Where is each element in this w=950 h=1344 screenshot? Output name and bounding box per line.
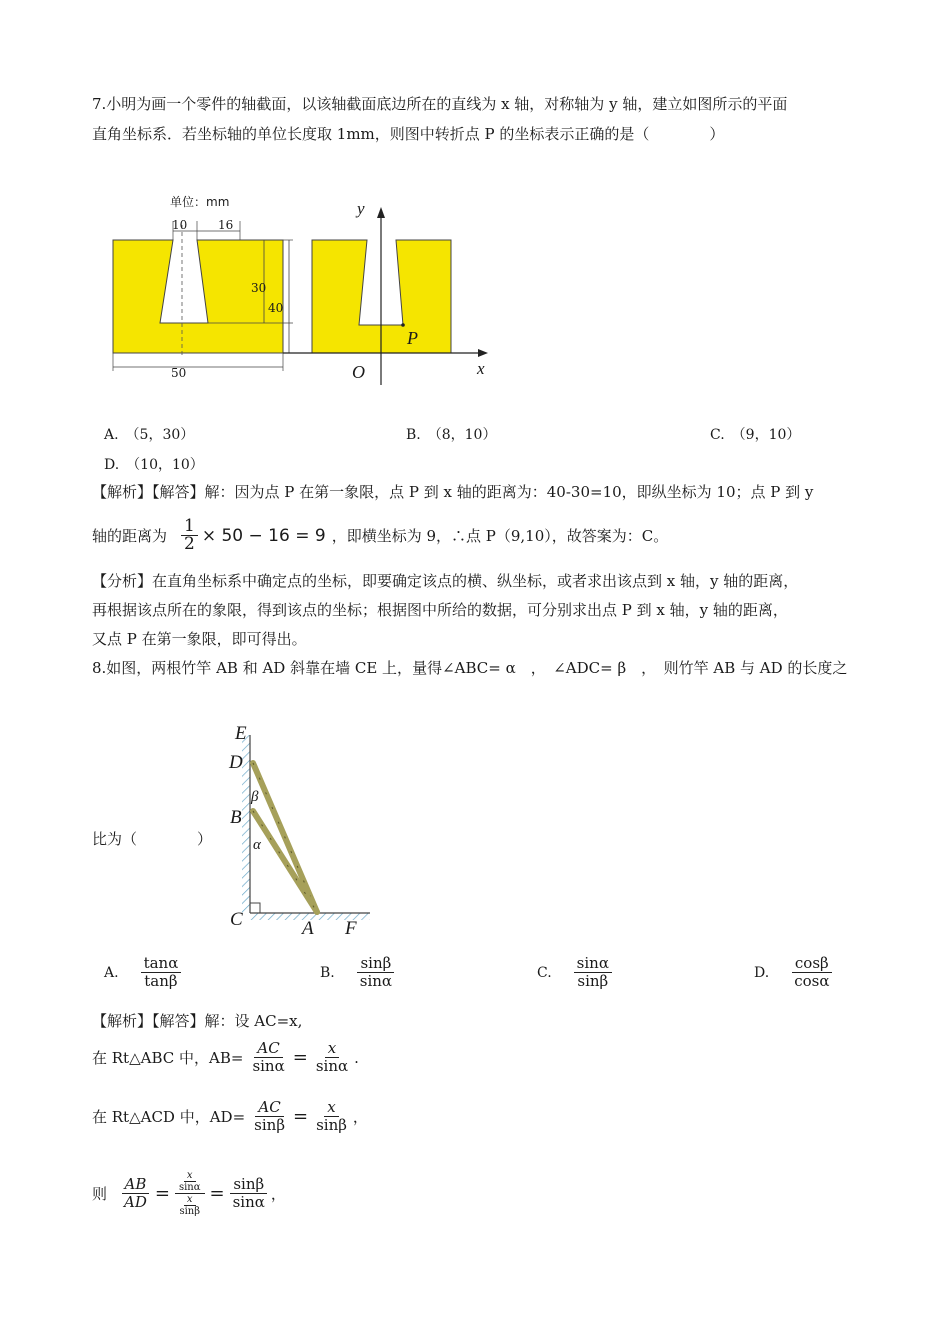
ratio-inx2: x	[184, 1194, 196, 1206]
ratio-d1: AD	[124, 1193, 147, 1211]
q8-solution-ratio: 则 $\frac{AB}{AD}$ = $\frac{\frac{x}{\sin\alpha}}{\frac{x}{\sin\beta}}$ = $\frac{\sin\beta}{\sin\alpha}$ ，	[92, 1170, 286, 1217]
label-e: E	[235, 723, 247, 744]
q8-option-c[interactable]	[537, 955, 612, 990]
label-f: F	[345, 918, 357, 939]
dim-30: 30	[251, 281, 267, 295]
q7-option-b[interactable]: B. （8，10）	[406, 427, 497, 443]
part-shape	[113, 240, 283, 353]
q7-coordinate-figure	[283, 195, 498, 385]
acd-d1: sinβ	[254, 1116, 285, 1134]
label-a: A	[302, 918, 314, 939]
q8-solution-acd: 在 Rt△ACD 中，AD= $\frac{AC}{\sin\beta}$ = $\frac{x}{\sin\beta}$ ，	[92, 1098, 368, 1134]
q7-solution-prefix: 轴的距离为	[92, 526, 168, 545]
formula-rest: × 50 − 16 = 9	[201, 525, 326, 546]
q8-c-den: sinβ	[577, 972, 609, 990]
q7-solution-line2	[92, 518, 668, 553]
q8-solution-abc: 在 Rt△ABC 中，AB= $\frac{AC}{\sin\alpha}$ = $\frac{x}{\sin\alpha}$ .	[92, 1039, 359, 1075]
q7-analysis-line3: 又点 P 在第一象限，即可得出。	[92, 630, 307, 648]
q7-part-figure	[105, 185, 305, 385]
q8-option-d[interactable]	[754, 955, 832, 990]
point-p	[401, 323, 405, 327]
acd-n1: AC	[255, 1099, 283, 1117]
ratio-end: ，	[270, 1184, 286, 1203]
q8-d-den: cosα	[794, 972, 830, 990]
label-d: D	[229, 752, 243, 773]
abc-n1: AC	[254, 1040, 282, 1058]
q8-d-num: cosβ	[792, 955, 832, 973]
ratio-ind2: sinβ	[179, 1206, 201, 1217]
unit-label: 单位：mm	[170, 195, 230, 209]
dim-40: 40	[268, 301, 284, 315]
q7-stem-line2: 直角坐标系．若坐标轴的单位长度取 1mm，则图中转折点 P 的坐标表示正确的是（ ）	[92, 125, 725, 143]
dim-10: 10	[172, 218, 188, 232]
ratio-inx1: x	[184, 1170, 196, 1182]
q7-solution-line1: 【解析】【解答】解：因为点 P 在第一象限，点 P 到 x 轴的距离为：40-30=10，即纵坐标为 10；点 P 到 y	[92, 483, 814, 501]
acd-d2: sinβ	[316, 1116, 347, 1134]
q7-analysis-line1: 【分析】在直角坐标系中确定点的坐标，即要确定该点的横、纵坐标，或者求出该点到 x 轴，y 轴的距离，	[92, 572, 799, 590]
q8-option-a[interactable]	[104, 955, 181, 990]
q8-stem-line2: 比为（ ）	[92, 830, 213, 848]
formula-num: 1	[181, 518, 198, 536]
x-axis-label: x	[477, 359, 485, 378]
ratio-n1: AB	[122, 1176, 150, 1194]
abc-end: .	[354, 1048, 359, 1067]
q7-analysis-line2: 再根据该点所在的象限，得到该点的坐标；根据图中所给的数据，可分别求出点 P 到 x 轴，y 轴的距离，	[92, 601, 788, 619]
q8-option-a-letter: A.	[104, 964, 119, 981]
dim-16: 16	[218, 218, 234, 232]
dim-50: 50	[171, 366, 187, 380]
origin-label: O	[352, 362, 365, 382]
q7-option-c[interactable]: C. （9，10）	[710, 427, 801, 443]
ratio-ind1: sinα	[178, 1182, 201, 1193]
point-p-label: P	[407, 328, 418, 348]
ratio-n3: sinβ	[230, 1176, 267, 1194]
q8-ratio-prefix: 则	[92, 1184, 108, 1203]
q8-option-b[interactable]	[320, 955, 395, 990]
ratio-compound-fraction	[175, 1170, 205, 1217]
acd-end: ，	[352, 1107, 368, 1126]
q8-option-d-letter: D.	[754, 964, 770, 981]
q8-stem-line1: 8.如图，两根竹竿 AB 和 AD 斜靠在墙 CE 上，量得∠ABC= α ， ∠ADC= β ， 则竹竿 AB 与 AD 的长度之	[92, 659, 848, 677]
wall-hatch	[242, 735, 250, 913]
label-c: C	[230, 909, 243, 930]
q8-solution-intro: 【解析】【解答】解：设 AC=x,	[92, 1012, 303, 1030]
q8-option-b-letter: B.	[320, 964, 335, 981]
abc-d1: sinα	[252, 1057, 285, 1075]
q8-acd-prefix: 在 Rt△ACD 中，AD=	[92, 1107, 246, 1126]
q8-abc-prefix: 在 Rt△ABC 中，AB=	[92, 1048, 244, 1067]
q7-option-a[interactable]: A. （5，30）	[104, 427, 195, 443]
formula-den: 2	[184, 534, 195, 554]
q7-stem-line1: 7.小明为画一个零件的轴截面，以该轴截面底边所在的直线为 x 轴，对称轴为 y 轴，建立如图所示的平面	[92, 95, 788, 113]
acd-n2: x	[324, 1099, 338, 1117]
q8-bamboo-figure	[225, 725, 375, 925]
y-axis-label: y	[357, 199, 365, 218]
q8-b-num: sinβ	[357, 955, 394, 973]
abc-n2: x	[325, 1040, 339, 1058]
q7-solution-formula	[181, 518, 326, 553]
q8-b-den: sinα	[359, 972, 393, 990]
label-alpha: α	[253, 837, 261, 853]
q7-option-d[interactable]: D. （10，10）	[104, 457, 204, 473]
ratio-d3: sinα	[232, 1193, 265, 1211]
q7-solution-suffix: ，即横坐标为 9，∴点 P（9,10），故答案为：C。	[331, 526, 669, 545]
label-beta: β	[251, 789, 259, 805]
q8-a-num: tanα	[141, 955, 182, 973]
q8-c-num: sinα	[574, 955, 612, 973]
label-b: B	[230, 807, 242, 828]
right-angle-mark	[250, 903, 260, 913]
q8-a-den: tanβ	[144, 972, 178, 990]
q8-option-c-letter: C.	[537, 964, 552, 981]
abc-d2: sinα	[315, 1057, 349, 1075]
